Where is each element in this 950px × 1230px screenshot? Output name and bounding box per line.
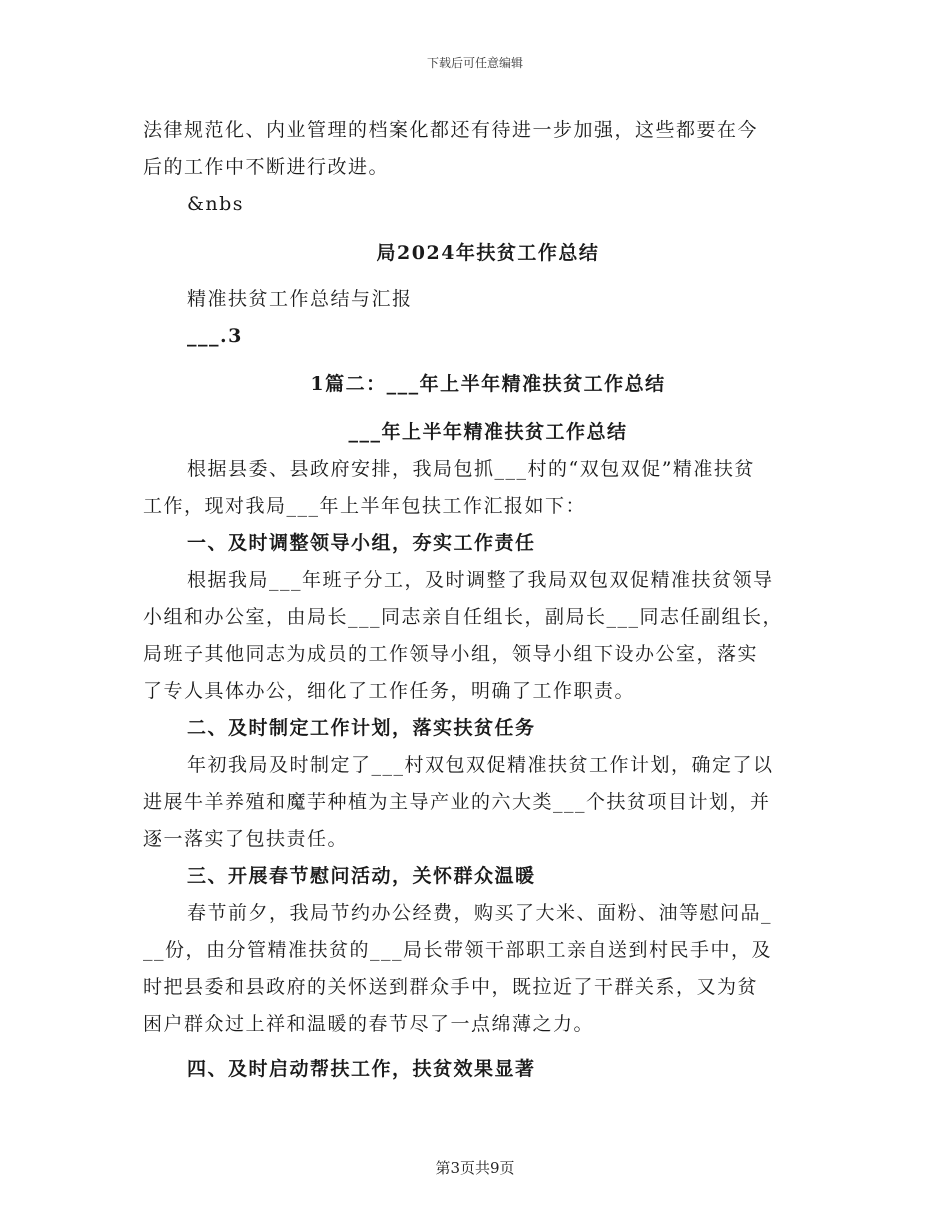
paragraph-line: 后的工作中不断进行改进。 [143,156,390,178]
heading-1: 一、及时调整领导小组，夯实工作责任 [187,532,536,554]
nbs-fragment: &nbs [187,193,245,215]
number-line: ___.3 [187,325,243,347]
paragraph-line: 逐一落实了包扶责任。 [143,828,349,850]
section-title: 1篇二：___年上半年精准扶贫工作总结 [310,373,666,395]
paragraph-line: 年初我局及时制定了___村双包双促精准扶贫工作计划，确定了以 [187,754,774,776]
paragraph-line: 工作，现对我局___年上半年包扶工作汇报如下： [143,495,587,517]
paragraph-line: 小组和办公室，由局长___同志亲自任组长，副局长___同志任副组长， [143,606,784,628]
document-title: 局2024年扶贫工作总结 [376,242,600,264]
heading-4: 四、及时启动帮扶工作，扶贫效果显著 [187,1058,536,1080]
subtitle: 精准扶贫工作总结与汇报 [187,288,413,310]
paragraph-line: 时把县委和县政府的关怀送到群众手中，既拉近了干群关系，又为贫 [143,976,759,998]
paragraph-line: 法律规范化、内业管理的档案化都还有待进一步加强，这些都要在今 [143,119,759,141]
paragraph-line: 局班子其他同志为成员的工作领导小组，领导小组下设办公室，落实 [143,643,759,665]
paragraph-line: 根据县委、县政府安排，我局包抓___村的“双包双促”精准扶贫 [187,458,755,480]
paragraph-line: 了专人具体办公，细化了工作任务，明确了工作职责。 [143,680,636,702]
paragraph-line: __份，由分管精准扶贫的___局长带领干部职工亲自送到村民手中，及 [143,939,773,961]
page-number: 第3页共9页 [435,1159,515,1177]
heading-3: 三、开展春节慰问活动，关怀群众温暖 [187,865,536,887]
paragraph-line: 进展牛羊养殖和魔芋种植为主导产业的六大类___个扶贫项目计划，并 [143,791,771,813]
header-note: 下载后可任意编辑 [426,56,523,70]
section-subtitle: ___年上半年精准扶贫工作总结 [348,421,628,443]
paragraph-line: 根据我局___年班子分工，及时调整了我局双包双促精准扶贫领导 [187,569,774,591]
paragraph-line: 春节前夕，我局节约办公经费，购买了大米、面粉、油等慰问品_ [187,902,773,924]
document-body [143,112,833,1088]
heading-2: 二、及时制定工作计划，落实扶贫任务 [187,717,536,739]
paragraph-line: 困户群众过上祥和温暖的春节尽了一点绵薄之力。 [143,1013,595,1035]
